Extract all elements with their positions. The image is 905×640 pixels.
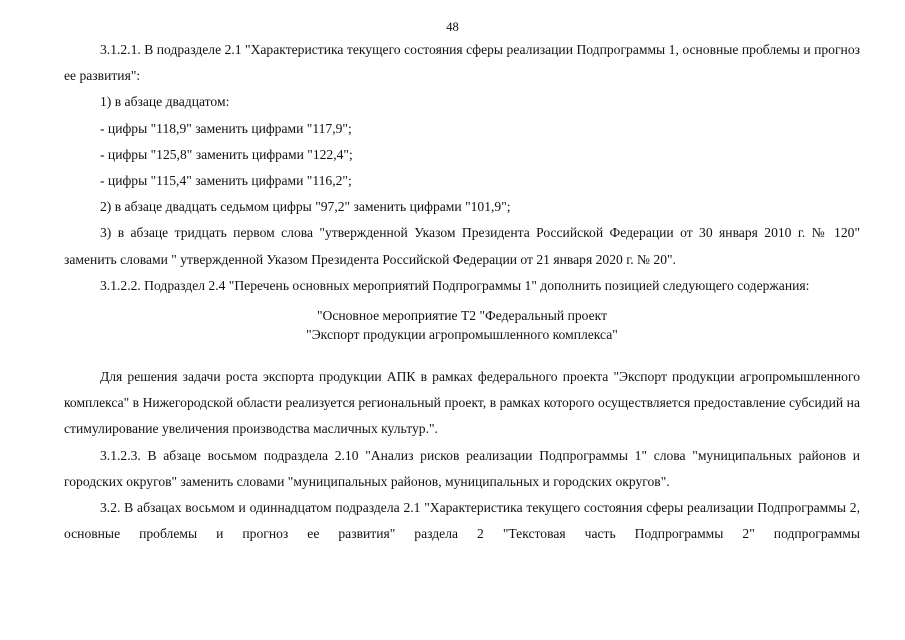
centered-heading [64, 306, 860, 344]
page-number: 48 [446, 20, 459, 34]
paragraph-item-1: 1) в абзаце двадцатом: [100, 94, 230, 110]
document-body [64, 37, 860, 547]
paragraph-digits-125: - цифры "125,8" заменить цифрами "122,4"; [100, 146, 353, 162]
paragraph-item-2: 2) в абзаце двадцать седьмом цифры "97,2" заменить цифрами "101,9"; [100, 199, 511, 215]
paragraph-item-3: 3) в абзаце тридцать первом слова "утвержденной Указом Президента Российской Федерации от 30 января 2010 г. № 120" заменить словами " утвержденной Указом Президента Российской Федерации от 21 января 2020 г. № 20". [64, 225, 860, 267]
centered-heading-line-1: "Основное мероприятие Т2 "Федеральный проект [316, 308, 608, 324]
paragraph-3-2: 3.2. В абзацах восьмом и одиннадцатом подраздела 2.1 "Характеристика текущего состояния сферы реализации Подпрограммы 2, основные проблемы и прогноз ее развития" раздела 2 "Текстовая часть Подпрограммы 2" подпрограммы [64, 500, 860, 542]
paragraph-export-description: Для решения задачи роста экспорта продукции АПК в рамках федерального проекта "Экспорт продукции агропромышленного комплекса" в Нижегородской области реализуется региональный проект, в рамках которого осуществляется предоставление субсидий на стимулирование увеличения производства масличных культур.". [64, 369, 860, 437]
paragraph-3-1-2-2: 3.1.2.2. Подраздел 2.4 "Перечень основных мероприятий Подпрограммы 1" дополнить позицией следующего содержания: [100, 277, 810, 293]
paragraph-digits-115: - цифры "115,4" заменить цифрами "116,2"; [100, 173, 352, 189]
paragraph-digits-118: - цифры "118,9" заменить цифрами "117,9"; [100, 120, 352, 136]
paragraph-3-1-2-3: 3.1.2.3. В абзаце восьмом подраздела 2.10 "Анализ рисков реализации Подпрограммы 1" слова "муниципальных районов и городских округов" заменить словами "муниципальных районов, муниципальных и городских округов". [64, 447, 860, 489]
paragraph-3-1-2-1: 3.1.2.1. В подразделе 2.1 "Характеристика текущего состояния сферы реализации Подпрограммы 1, основные проблемы и прогноз ее развития": [64, 42, 860, 84]
centered-heading-line-2: "Экспорт продукции агропромышленного комплекса" [306, 327, 618, 343]
